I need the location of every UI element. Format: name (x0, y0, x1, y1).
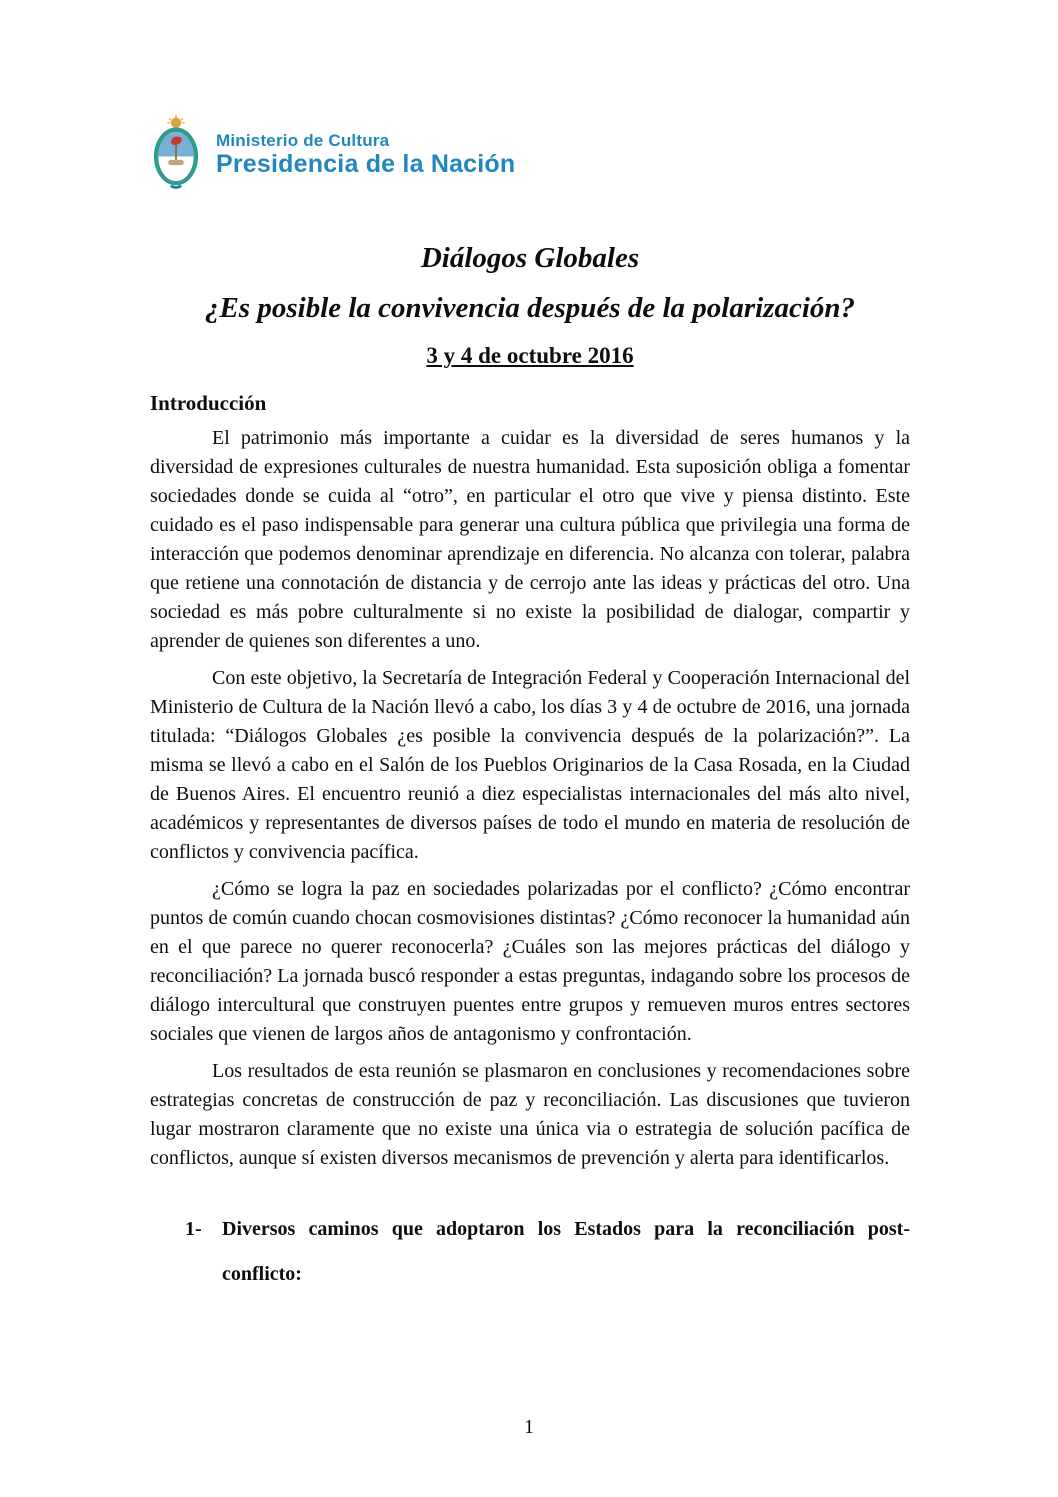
numbered-item-marker: 1- (185, 1218, 202, 1241)
document-subtitle: ¿Es posible la convivencia después de la polarización? (204, 292, 856, 324)
document-title: Diálogos Globales (420, 242, 640, 274)
numbered-item-text: Diversos caminos que adoptaron los Estados para la reconciliación post-conflicto: (222, 1218, 910, 1286)
section-heading-introduccion: Introducción (150, 391, 267, 416)
document-date: 3 y 4 de octubre 2016 (426, 343, 634, 369)
logo-wordmark (216, 132, 515, 177)
paragraph-1: El patrimonio más importante a cuidar es la diversidad de seres humanos y la diversidad de expresiones culturales de nuestra humanidad. Esta suposición obliga a fomentar sociedades donde se cuida al “otro”, en particular el otro que vive y piensa distinto. Este cuidado es el paso indispensable para generar una cultura pública que privilegia una forma de interacción que podemos denominar aprendizaje en diferencia. No alcanza con tolerar, palabra que retiene una connotación de distancia y de cerrojo ante las ideas y prácticas del otro. Una sociedad es más pobre culturalmente si no existe la posibilidad de dialogar, compartir y aprender de quienes son diferentes a uno. (150, 427, 910, 653)
coat-of-arms-icon (150, 115, 202, 196)
page-number: 1 (524, 1416, 534, 1438)
paragraph-4: Los resultados de esta reunión se plasmaron en conclusiones y recomendaciones sobre estrategias concretas de construcción de paz y reconciliación. Las discusiones que tuvieron lugar mostraron claramente que no existe una única via o estrategia de solución pacífica de conflictos, aunque sí existen diversos mecanismos de prevención y alerta para identificarlos. (150, 1060, 910, 1170)
presidency-name: Presidencia de la Nación (216, 149, 516, 178)
paragraph-3: ¿Cómo se logra la paz en sociedades polarizadas por el conflicto? ¿Cómo encontrar puntos de común cuando chocan cosmovisiones distintas? ¿Cómo reconocer la humanidad aún en el que parece no querer reconocerla? ¿Cuáles son las mejores prácticas del diálogo y reconciliación? La jornada buscó responder a estas preguntas, indagando sobre los procesos de diálogo intercultural que construyen puentes entre grupos y remueven muros entres sectores sociales que vienen de largos años de antagonismo y confrontación. (150, 878, 910, 1046)
numbered-item-1 (150, 1207, 910, 1297)
ministry-name: Ministerio de Cultura (216, 131, 390, 151)
government-logo (150, 118, 910, 192)
paragraph-2: Con este objetivo, la Secretaría de Integración Federal y Cooperación Internacional del Ministerio de Cultura de la Nación llevó a cabo, los días 3 y 4 de octubre de 2016, una jornada titulada: “Diálogos Globales ¿es posible la convivencia después de la polarización?”. La misma se llevó a cabo en el Salón de los Pueblos Originarios de la Casa Rosada, en la Ciudad de Buenos Aires. El encuentro reunió a diez especialistas internacionales del más alto nivel, académicos y representantes de diversos países de todo el mundo en materia de resolución de conflictos y convivencia pacífica. (150, 667, 910, 864)
